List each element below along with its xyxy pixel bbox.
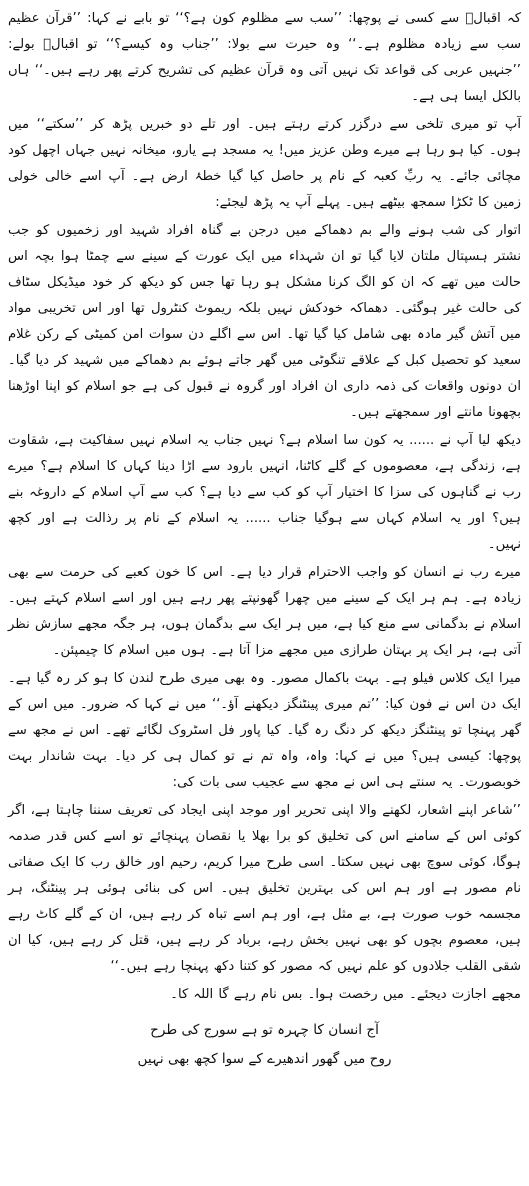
closing-couplet [8, 1016, 521, 1074]
paragraph-human-sanctity: میرے رب نے انسان کو واجب الاحترام قرار دیا ہے۔ اس کا خون کعبے کی حرمت سے بھی زیادہ ہے۔ ہم ہر ایک کے سینے میں چھرا گھونپتے پھر رہے ہیں اور اسے اسلام کہتے ہیں۔ اسلام نے بدگمانی سے منع کیا ہے، میں ہر ایک سے بدگمان ہوں، ہر جگہ مجھے سازش نظر آتی ہے، ہر ایک پر بہتان طرازی میں مجھے مزا آتا ہے۔ ہوں میں اسلام کا چیمپئن۔ [8, 565, 521, 658]
paragraph-which-islam: دیکھ لیا آپ نے ...... یہ کون سا اسلام ہے؟ نہیں جناب یہ اسلام نہیں سفاکیت ہے، شقاوت ہے، زندگی ہے، معصوموں کے گلے کاٹنا، انہیں بارود سے اڑا دینا کہاں کا اسلام ہے؟ میرے رب نے گناہوں کی سزا کا اختیار آپ کو کب سے دیا ہے؟ کب سے آپ اسلام کے داروغہ بنے ہیں؟ اور یہ اسلام کہاں سے ہوگیا جناب ...... یہ اسلام کے نام پر رذالت ہے اور کچھ نہیں۔ [8, 433, 521, 552]
paragraph-homeland: آپ تو میری تلخی سے درگزر کرتے رہتے ہیں۔ اور تلے دو خبریں پڑھ کر ’’سکتے‘‘ میں ہوں۔ کیا ہو رہا ہے میرے وطن عزیز میں! یہ مسجد ہے یارو، میخانہ نہیں جہاں اچھل کود مچائی جائے۔ یہ ربِّ کعبہ کے نام پر حاصل کیا گیا خطۂ ارض ہے۔ آپ اسے خالی خولی زمین کا ٹکڑا سمجھ بیٹھے ہیں۔ پہلے آپ یہ پڑھ لیجئے: [8, 117, 521, 210]
paragraph-painter-friend: میرا ایک کلاس فیلو ہے۔ بہت باکمال مصور۔ وہ بھی میری طرح لندن کا ہو کر رہ گیا ہے۔ ایک دن اس نے فون کیا: ’’تم میری پینٹنگز دیکھنے آؤ۔‘‘ میں نے کہا کہ ضرور۔ میں اس کے گھر پہنچا تو پینٹنگز دیکھ کر دنگ رہ گیا۔ کیا پاور فل اسٹروک لگائے تھے۔ اس نے مجھ سے پوچھا: کیسی ہیں؟ میں نے کہا: واہ، واہ تم نے تو کمال ہی کر دیا۔ بہت شاندار بہت خوبصورت۔ یہ سنتے ہی اس نے مجھ سے عجیب سی بات کی: [8, 671, 521, 790]
paragraph-bombing-news: اتوار کی شب ہونے والے بم دھماکے میں درجن بے گناہ افراد شہید اور زخمیوں کو جب نشتر ہسپتال ملتان لایا گیا تو ان شہداء میں ایک عورت کے سینے سے چمٹا ہوا بچہ اس حالت میں تھے کہ ان کو الگ کرنا مشکل ہو رہا تھا جس کو دیکھ کر خود میڈیکل سٹاف کی حالت غیر ہوگئی۔ دھماکہ خودکش نہیں بلکہ ریموٹ کنٹرول تھا اور اس تخریبی مواد میں آتش گیر مادہ بھی شامل کیا گیا تھا۔ اس سے اگلے دن سوات امن کمیٹی کے رکن غلام سعید کو تحصیل کبل کے علاقے تنگوٹی میں گھر جاتے ہوئے بم دھماکے میں شہید کر دیا گیا۔ ان دونوں واقعات کی ذمہ داری ان افراد اور گروہ نے قبول کی ہے جو اسلام کو اپنا اوڑھنا بچھونا مانتے اور سمجھتے ہیں۔ [8, 223, 521, 420]
paragraph-iqbal-quote: کہ اقبالؒ سے کسی نے پوچھا: ’’سب سے مظلوم کون ہے؟‘‘ تو بابے نے کہا: ’’قرآن عظیم سب سے زیادہ مظلوم ہے۔‘‘ وہ حیرت سے بولا: ’’جناب وہ کیسے؟‘‘ تو اقبالؒ بولے: ’’جنہیں عربی کی قواعد تک نہیں آتی وہ قرآن عظیم کی تشریح کرتے پھر رہے ہیں۔‘‘ ہاں بالکل ایسا ہی ہے۔ [8, 11, 521, 104]
paragraph-farewell: مجھے اجازت دیجئے۔ میں رخصت ہوا۔ بس نام رہے گا اللہ کا۔ [170, 987, 521, 1002]
paragraph-painter-quote: ’’شاعر اپنے اشعار، لکھنے والا اپنی تحریر اور موجد اپنی ایجاد کی تعریف سننا چاہتا ہے، اگر کوئی اس کے سامنے اس کی تخلیق کو برا بھلا یا نقصان پہنچائے تو اسے کس قدر صدمہ ہوگا، کوئی سوچ بھی نہیں سکتا۔ اسی طرح میرا کریم، رحیم اور خالق رب کا ایک صفاتی نام مصور ہے اور ہم اس کی بہترین تخلیق ہیں۔ اس کی بنائی ہوئی ہر پینٹنگ، ہر مجسمہ خوب صورت ہے، بے مثل ہے، اور ہم اسے تباہ کر رہے ہیں، ان کے گلے کاٹ رہے ہیں، معصوم بچوں کو بھی نہیں بخش رہے، برباد کر رہے ہیں، قتل کر رہے ہیں، کیا ان شقی القلب جلادوں کو علم نہیں کہ مصور کو کتنا دکھ پہنچا رہے ہیں۔‘‘ [8, 803, 521, 974]
couplet-line-1: آج انسان کا چہرہ تو ہے سورج کی طرح [150, 1022, 379, 1038]
couplet-line-2: روح میں گھور اندھیرے کے سوا کچھ بھی نہیں [137, 1051, 392, 1067]
